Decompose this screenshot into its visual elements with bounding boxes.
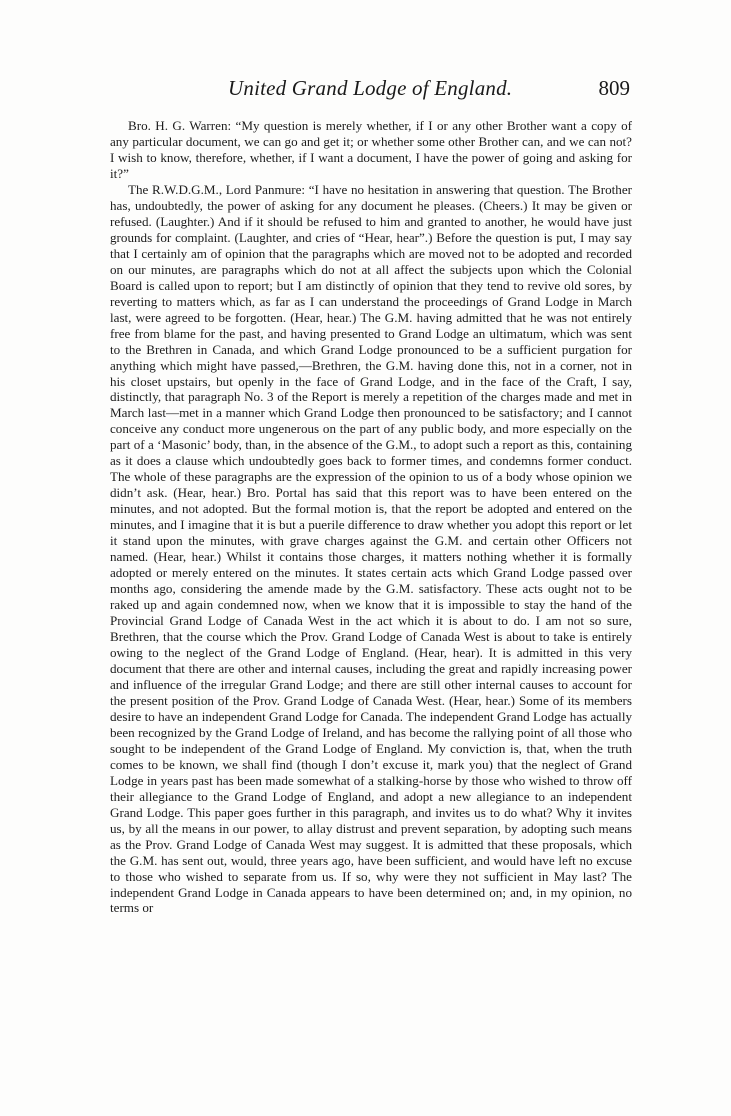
body-text [110, 118, 632, 916]
paragraph-panmure-reply: The R.W.D.G.M., Lord Panmure: “I have no hesitation in answering that question. The Brother has, undoubtedly, the power of asking for any document he pleases. (Cheers.) It may be given or refused. (Laughter.) And if it should be refused to him and granted to another, he would have just grounds for complaint. (Laughter, and cries of “Hear, hear”.) Before the question is put, I may say that I certainly am of opinion that the paragraphs which are moved not to be adopted and recorded on our minutes, are paragraphs which do not at all affect the subjects upon which the Colonial Board is called upon to report; but I am distinctly of opinion that they tend to revive old sores, by reverting to matters which, as far as I can understand the proceedings of Grand Lodge in March last, were agreed to be forgotten. (Hear, hear.) The G.M. having admitted that he was not entirely free from blame for the past, and having presented to Grand Lodge an ultimatum, which was sent to the Brethren in Canada, and which Grand Lodge pronounced to be a sufficient purgation for anything which might have passed,—Brethren, the G.M. having done this, not in a corner, not in his closet upstairs, but openly in the face of Grand Lodge, and in the face of the Craft, I say, distinctly, that paragraph No. 3 of the Report is merely a repetition of the charges made and met in March last—met in a manner which Grand Lodge then pronounced to be satisfactory; and I cannot conceive any conduct more ungenerous on the part of any public body, and more especially on the part of a ‘Masonic’ body, than, in the absence of the G.M., to adopt such a report as this, containing as it does a clause which undoubtedly goes back to former times, and condemns former conduct. The whole of these paragraphs are the expression of the opinion to us of a body whose opinion we didn’t ask. (Hear, hear.) Bro. Portal has said that this report was to have been entered on the minutes, and not adopted. But the formal motion is, that the report be adopted and entered on the minutes, and I imagine that it is but a puerile difference to draw whether you adopt this report or let it stand upon the minutes, with grave charges against the G.M. and certain other Officers not named. (Hear, hear.) Whilst it contains those charges, it matters nothing whether it is formally adopted or merely entered on the minutes. It states certain acts which Grand Lodge passed over months ago, considering the amende made by the G.M. satisfactory. These acts ought not to be raked up and again condemned now, when we know that it is impossible to stay the hand of the Provincial Grand Lodge of Canada West in the act which it is about to do. I am not so sure, Brethren, that the course which the Prov. Grand Lodge of Canada West is about to take is entirely owing to the neglect of the Grand Lodge of England. (Hear, hear). It is admitted in this very document that there are other and internal causes, including the great and rapidly increasing power and influence of the irregular Grand Lodge; and there are still other internal causes to account for the present position of the Prov. Grand Lodge of Canada West. (Hear, hear.) Some of its members desire to have an independent Grand Lodge for Canada. The independent Grand Lodge has actually been recognized by the Grand Lodge of Ireland, and has become the rallying point of all those who sought to be independent of the Grand Lodge of England. My conviction is, that, when the truth comes to be known, we shall find (though I don’t excuse it, mark you) that the neglect of Grand Lodge in years past has been made somewhat of a stalking-horse by those who wished to throw off their allegiance to the Grand Lodge of England, and adopt a new allegiance to an independent Grand Lodge. This paper goes further in this paragraph, and invites us to do what? Why it invites us, by all the means in our power, to allay distrust and prevent separation, by adopting such means as the Prov. Grand Lodge of Canada West may suggest. It is admitted that these proposals, which the G.M. has sent out, would, three years ago, have been sufficient, and would have left no excuse to those who wished to separate from us. If so, why were they not sufficient in May last? The independent Grand Lodge in Canada appears to have been determined on; and, in my opinion, no terms or [110, 181, 632, 916]
paragraph-warren-question: Bro. H. G. Warren: “My question is merely whether, if I or any other Brother want a copy of any particular document, we can go and get it; or whether some other Brother can, and we can not? I wish to know, therefore, whether, if I want a document, I have the power of going and asking for it?” [110, 118, 632, 181]
running-title: United Grand Lodge of England. [228, 76, 513, 100]
page-number: 809 [598, 76, 630, 100]
running-head [110, 76, 630, 106]
